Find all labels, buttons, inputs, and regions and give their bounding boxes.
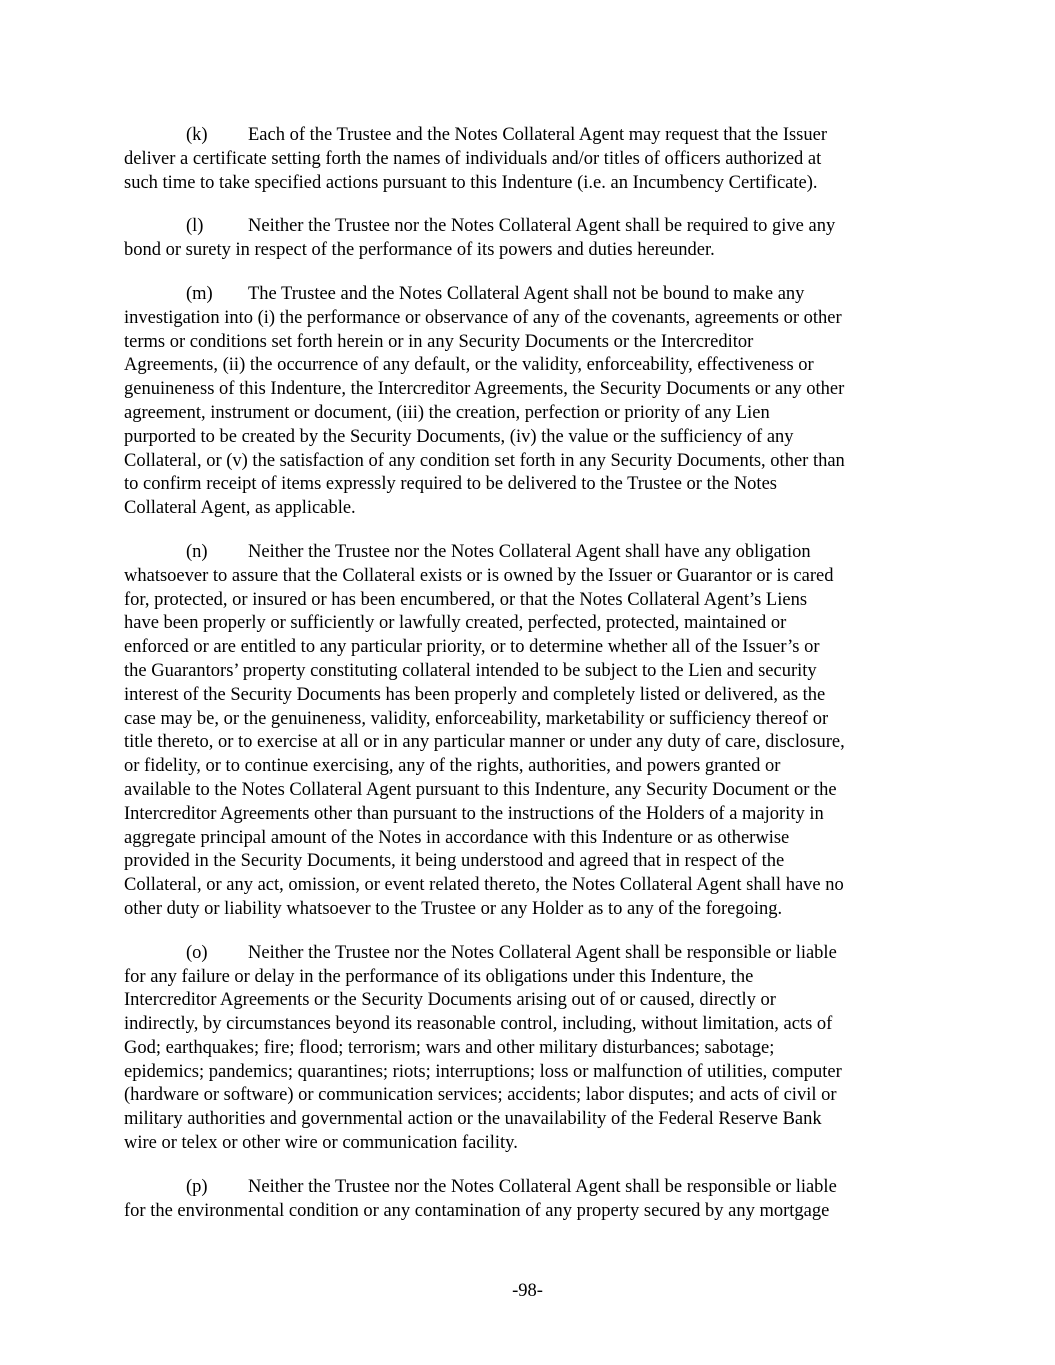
paragraph-o [124,942,934,1156]
paragraph-n [124,541,934,922]
paragraph-label: (l) [186,216,204,237]
page-number: -98- [512,1281,543,1301]
paragraph-text: Neither the Trustee nor the Notes Collateral Agent shall be responsible or liable for any failure or delay in the performance of its obligations under this Indenture, the Intercreditor Agreements or the Security Documents arising out of or caused, directly or indirectly, by circumstances beyond its reasonable control, including, without limitation, acts of God; earthquakes; fire; flood; terrorism; wars and other military disturbances; sabotage; epidemics; pandemics; quarantines; riots; interruptions; loss or malfunction of utilities, computer (hardware or software) or communication services; accidents; labor disputes; and acts of civil or military authorities and governmental action or the unavailability of the Federal Reserve Bank wire or telex or other wire or communication facility. [124,942,842,1154]
paragraph-label: (k) [186,125,208,145]
paragraph-label: (p) [186,1176,208,1197]
paragraph-l [124,215,934,263]
paragraph-label: (n) [186,541,208,562]
paragraph-text: Neither the Trustee nor the Notes Collateral Agent shall have any obligation whatsoever to assure that the Collateral exists or is owned by the Issuer or Guarantor or is cared for, protected, or insured or has been encumbered, or that the Notes Collateral Agent’s Liens have been properly or sufficiently or lawfully created, perfected, protected, maintained or enforced or are entitled to any particular priority, or to determine whether all of the Issuer’s or the Guarantors’ property constituting collateral intended to be subject to the Lien and security interest of the Security Documents has been properly and completely listed or delivered, as the case may be, or the genuineness, validity, enforceability, marketability or sufficiency thereof or title thereto, or to exercise at all or in any particular manner or under any duty of care, disclosure, or fidelity, or to continue exercising, any of the rights, authorities, and powers granted or available to the Notes Collateral Agent pursuant to this Indenture, any Security Document or the Intercreditor Agreements other than pursuant to the instructions of the Holders of a majority in aggregate principal amount of the Notes in accordance with this Indenture or as otherwise provided in the Security Documents, it being understood and agreed that in respect of the Collateral, or any act, omission, or event related thereto, the Notes Collateral Agent shall have no other duty or liability whatsoever to the Trustee or any Holder as to any of the foregoing. [124,541,845,919]
document-body [124,124,934,1243]
paragraph-text: Neither the Trustee nor the Notes Collateral Agent shall be responsible or liable for the environmental condition or any contamination of any property secured by any mortgage [124,1176,837,1221]
paragraph-text: The Trustee and the Notes Collateral Agent shall not be bound to make any investigation into (i) the performance or observance of any of the covenants, agreements or other terms or conditions set forth herein or in any Security Documents or the Intercreditor Agreements, (ii) the occurrence of any default, or the validity, enforceability, effectiveness or genuineness of this Indenture, the Intercreditor Agreements, the Security Documents or any other agreement, instrument or document, (iii) the creation, perfection or priority of any Lien purported to be created by the Security Documents, (iv) the value or the sufficiency of any Collateral, or (v) the satisfaction of any condition set forth in any Security Documents, other than to confirm receipt of items expressly required to be delivered to the Trustee or the Notes Collateral Agent, as applicable. [124,283,845,519]
paragraph-p [124,1176,934,1224]
paragraph-k [124,124,934,195]
paragraph-text: Neither the Trustee nor the Notes Collateral Agent shall be required to give any bond or surety in respect of the performance of its powers and duties hereunder. [124,216,836,261]
paragraph-label: (m) [186,283,213,304]
paragraph-m [124,283,934,521]
paragraph-label: (o) [186,942,208,963]
paragraph-text: Each of the Trustee and the Notes Collateral Agent may request that the Issuer deliver a certificate setting forth the names of individuals and/or titles of officers authorized at such time to take specified actions pursuant to this Indenture (i.e. an Incumbency Certificate). [124,125,828,193]
